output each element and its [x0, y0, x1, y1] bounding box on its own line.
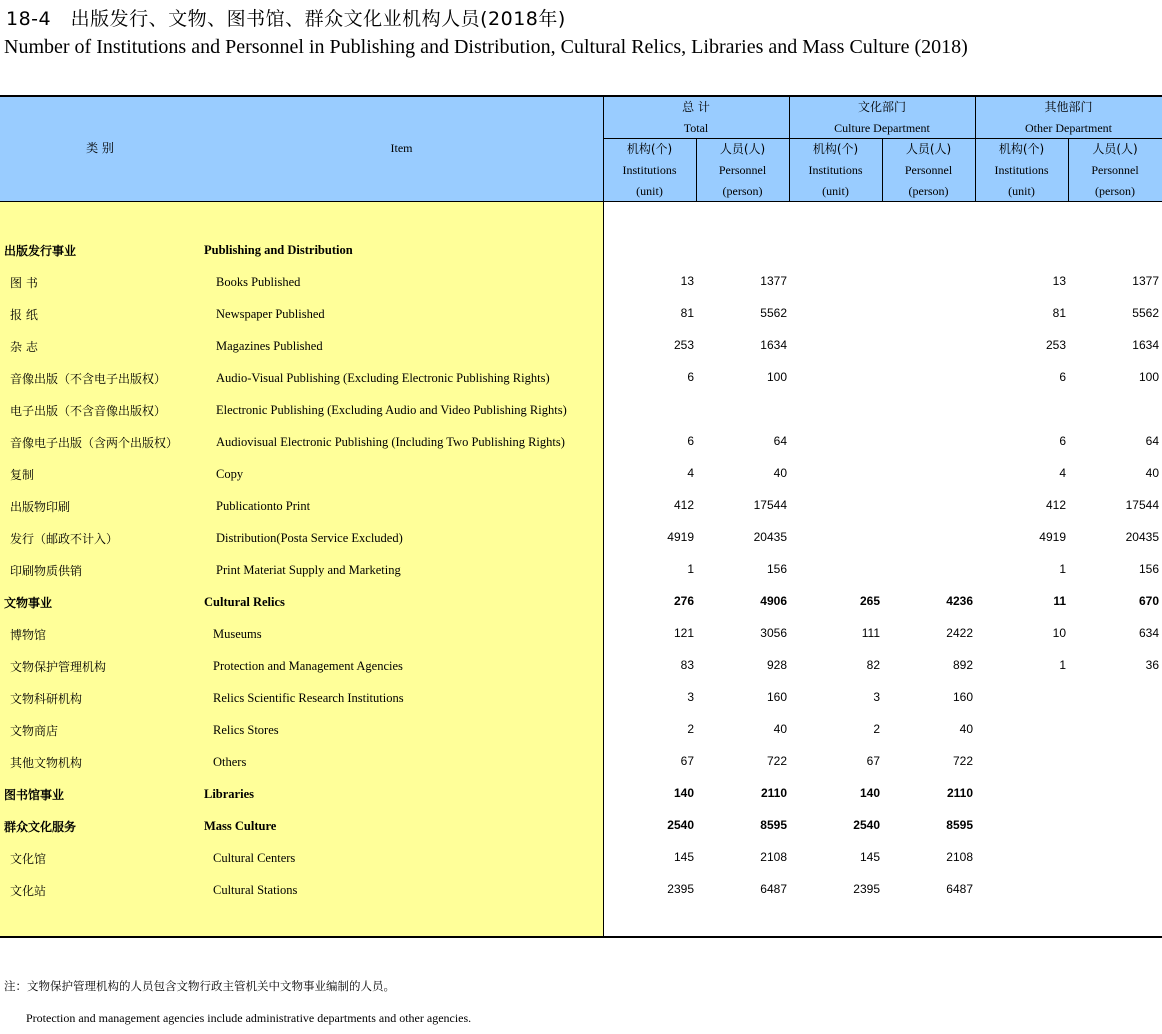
row-value-cell: 64: [1145, 434, 1159, 448]
table-row: [0, 530, 1162, 562]
row-value-cell: 83: [680, 658, 694, 672]
row-value-cell: 412: [1045, 498, 1066, 512]
row-label-cn: 报 纸: [10, 308, 38, 322]
row-label-en: Distribution(Posta Service Excluded): [216, 531, 403, 545]
row-value-cell: 5562: [760, 306, 787, 320]
table-row: [0, 274, 1162, 306]
row-label-en: Publishing and Distribution: [204, 243, 353, 257]
row-value-cell: 111: [861, 626, 880, 640]
row-label-cn: 群众文化服务: [4, 820, 77, 834]
header-personnel: 人员(人) Personnel (person): [1091, 142, 1139, 198]
header-category: 类 别: [86, 141, 114, 155]
row-value-cell: 4: [687, 466, 694, 480]
row-value-cell: 156: [766, 562, 787, 576]
row-value-cell: 8595: [946, 818, 973, 832]
row-value-cell: 20435: [1125, 530, 1159, 544]
row-label-cn: 音像出版（不含电子出版权）: [10, 372, 167, 386]
table-title-cn: 18-4 出版发行、文物、图书馆、群众文化业机构人员(2018年): [6, 8, 566, 30]
header-group-other: 其他部门 Other Department: [1025, 100, 1112, 135]
row-label-en: Others: [213, 755, 247, 769]
row-value-cell: 160: [766, 690, 787, 704]
header-item: Item: [390, 141, 413, 155]
table-row: [0, 306, 1162, 338]
footnote-en: Protection and management agencies include administrative departments and other agencies.: [26, 1011, 472, 1025]
row-value-cell: 100: [1138, 370, 1159, 384]
row-label-en: Museums: [213, 627, 262, 641]
row-value-cell: 17544: [753, 498, 787, 512]
row-value-cell: 10: [1052, 626, 1066, 640]
row-value-cell: 160: [952, 690, 973, 704]
table-row: [0, 818, 1162, 850]
row-label-en: Books Published: [216, 275, 301, 289]
row-label-cn: 博物馆: [10, 628, 47, 642]
row-label-cn: 发行（邮政不计入）: [10, 532, 119, 546]
row-value-cell: 412: [673, 498, 694, 512]
row-label-en: Audio-Visual Publishing (Excluding Electronic Publishing Rights): [216, 371, 550, 385]
row-label-cn: 电子出版（不含音像出版权）: [10, 404, 167, 418]
table-title-en: Number of Institutions and Personnel in Publishing and Distribution, Cultural Relics, Libraries and Mass Culture (2018): [4, 36, 968, 58]
row-label-cn: 音像电子出版（含两个出版权）: [10, 436, 179, 450]
row-value-cell: 928: [766, 658, 787, 672]
row-label-cn: 出版发行事业: [4, 244, 77, 258]
row-value-cell: 145: [859, 850, 880, 864]
row-label-cn: 图 书: [10, 276, 38, 290]
row-value-cell: 40: [773, 466, 787, 480]
row-value-cell: 40: [1145, 466, 1159, 480]
row-value-cell: 3: [873, 690, 880, 704]
table-row: [0, 754, 1162, 786]
row-value-cell: 4906: [760, 594, 787, 608]
row-value-cell: 2540: [667, 818, 694, 832]
row-value-cell: 253: [1045, 338, 1066, 352]
table-row: [0, 242, 1162, 274]
header-institutions: 机构(个) Institutions (unit): [808, 142, 863, 198]
row-value-cell: 36: [1145, 658, 1159, 672]
row-value-cell: 2: [873, 722, 880, 736]
row-value-cell: 6: [1059, 434, 1066, 448]
row-value-cell: 1: [687, 562, 694, 576]
table-row: [0, 562, 1162, 594]
row-value-cell: 100: [766, 370, 787, 384]
row-label-cn: 出版物印刷: [10, 500, 71, 514]
row-value-cell: 81: [680, 306, 694, 320]
row-value-cell: 722: [766, 754, 787, 768]
row-label-en: Mass Culture: [204, 819, 277, 833]
row-value-cell: 156: [1138, 562, 1159, 576]
table-row: [0, 370, 1162, 402]
row-value-cell: 17544: [1125, 498, 1159, 512]
table-row: [0, 338, 1162, 370]
table-row: [0, 658, 1162, 690]
row-label-en: Cultural Stations: [213, 883, 298, 897]
row-value-cell: 82: [866, 658, 880, 672]
row-value-cell: 2110: [946, 786, 973, 800]
row-value-cell: 1: [1059, 658, 1066, 672]
footnote-cn: 注：文物保护管理机构的人员包含文物行政主管机关中文物事业编制的人员。: [4, 979, 395, 993]
row-label-en: Protection and Management Agencies: [213, 659, 403, 673]
row-value-cell: 253: [673, 338, 694, 352]
row-label-cn: 文物保护管理机构: [10, 660, 107, 674]
row-label-cn: 文化站: [10, 884, 47, 898]
row-value-cell: 2108: [760, 850, 787, 864]
row-label-en: Magazines Published: [216, 339, 323, 353]
row-value-cell: 140: [673, 786, 694, 800]
row-value-cell: 2: [687, 722, 694, 736]
row-value-cell: 67: [680, 754, 694, 768]
row-label-cn: 文物科研机构: [10, 692, 83, 706]
row-value-cell: 5562: [1132, 306, 1159, 320]
row-value-cell: 4919: [1039, 530, 1066, 544]
row-value-cell: 4: [1059, 466, 1066, 480]
row-value-cell: 67: [866, 754, 880, 768]
header-personnel: 人员(人) Personnel (person): [904, 142, 953, 198]
row-value-cell: 2540: [853, 818, 880, 832]
row-value-cell: 8595: [760, 818, 787, 832]
row-value-cell: 6487: [946, 882, 973, 896]
table-row: [0, 722, 1162, 754]
table-row: [0, 594, 1162, 626]
table-bottom-border: [0, 936, 1162, 938]
row-value-cell: 3: [687, 690, 694, 704]
row-value-cell: 6: [1059, 370, 1066, 384]
row-value-cell: 6487: [760, 882, 787, 896]
row-label-en: Libraries: [204, 787, 254, 801]
row-value-cell: 6: [687, 434, 694, 448]
row-value-cell: 2110: [760, 786, 787, 800]
row-value-cell: 722: [952, 754, 973, 768]
row-label-cn: 文物事业: [4, 596, 53, 610]
row-label-en: Newspaper Published: [216, 307, 325, 321]
row-value-cell: 1377: [760, 274, 787, 288]
row-label-en: Relics Stores: [213, 723, 279, 737]
row-value-cell: 11: [1053, 594, 1066, 608]
table-row: [0, 466, 1162, 498]
row-value-cell: 13: [1052, 274, 1066, 288]
row-label-cn: 文化馆: [10, 852, 47, 866]
row-label-cn: 文物商店: [10, 724, 59, 738]
header-personnel: 人员(人) Personnel (person): [718, 142, 767, 198]
row-value-cell: 64: [773, 434, 787, 448]
row-value-cell: 121: [673, 626, 694, 640]
row-value-cell: 40: [959, 722, 973, 736]
row-label-cn: 其他文物机构: [10, 756, 83, 770]
table-row: [0, 498, 1162, 530]
table-row: [0, 786, 1162, 818]
row-value-cell: 20435: [753, 530, 787, 544]
row-value-cell: 81: [1052, 306, 1066, 320]
row-label-en: Electronic Publishing (Excluding Audio and Video Publishing Rights): [216, 403, 567, 417]
row-value-cell: 892: [952, 658, 973, 672]
row-value-cell: 265: [859, 594, 880, 608]
header-institutions: 机构(个) Institutions (unit): [994, 142, 1049, 198]
row-value-cell: 2395: [667, 882, 694, 896]
row-value-cell: 2422: [946, 626, 973, 640]
table-row: [0, 434, 1162, 466]
row-label-cn: 复制: [10, 468, 35, 482]
row-value-cell: 6: [687, 370, 694, 384]
row-value-cell: 634: [1138, 626, 1159, 640]
row-value-cell: 140: [859, 786, 880, 800]
row-label-cn: 杂 志: [10, 340, 38, 354]
row-label-en: Copy: [216, 467, 244, 481]
row-value-cell: 3056: [760, 626, 787, 640]
row-label-en: Cultural Centers: [213, 851, 296, 865]
table-row: [0, 626, 1162, 658]
row-label-en: Publicationto Print: [216, 499, 311, 513]
header-group-culture: 文化部门 Culture Department: [834, 100, 930, 135]
row-value-cell: 2395: [853, 882, 880, 896]
row-value-cell: 2108: [946, 850, 973, 864]
row-value-cell: 1634: [760, 338, 787, 352]
row-value-cell: 670: [1138, 594, 1159, 608]
row-label-cn: 印刷物质供销: [10, 564, 83, 578]
table-row: [0, 690, 1162, 722]
row-value-cell: 276: [673, 594, 694, 608]
row-label-en: Print Materiat Supply and Marketing: [216, 563, 401, 577]
table-row: [0, 850, 1162, 882]
row-label-cn: 图书馆事业: [4, 788, 65, 802]
row-value-cell: 4919: [667, 530, 694, 544]
table-row: [0, 402, 1162, 434]
row-value-cell: 1377: [1132, 274, 1159, 288]
row-value-cell: 145: [673, 850, 694, 864]
header-group-total: 总 计 Total: [682, 100, 710, 135]
table-row: [0, 882, 1162, 914]
row-label-en: Relics Scientific Research Institutions: [213, 691, 404, 705]
row-label-en: Cultural Relics: [204, 595, 285, 609]
row-value-cell: 4236: [946, 594, 973, 608]
row-label-en: Audiovisual Electronic Publishing (Including Two Publishing Rights): [216, 435, 565, 449]
row-value-cell: 1: [1059, 562, 1066, 576]
row-value-cell: 40: [773, 722, 787, 736]
header-institutions: 机构(个) Institutions (unit): [622, 142, 677, 198]
row-value-cell: 13: [680, 274, 694, 288]
row-value-cell: 1634: [1132, 338, 1159, 352]
